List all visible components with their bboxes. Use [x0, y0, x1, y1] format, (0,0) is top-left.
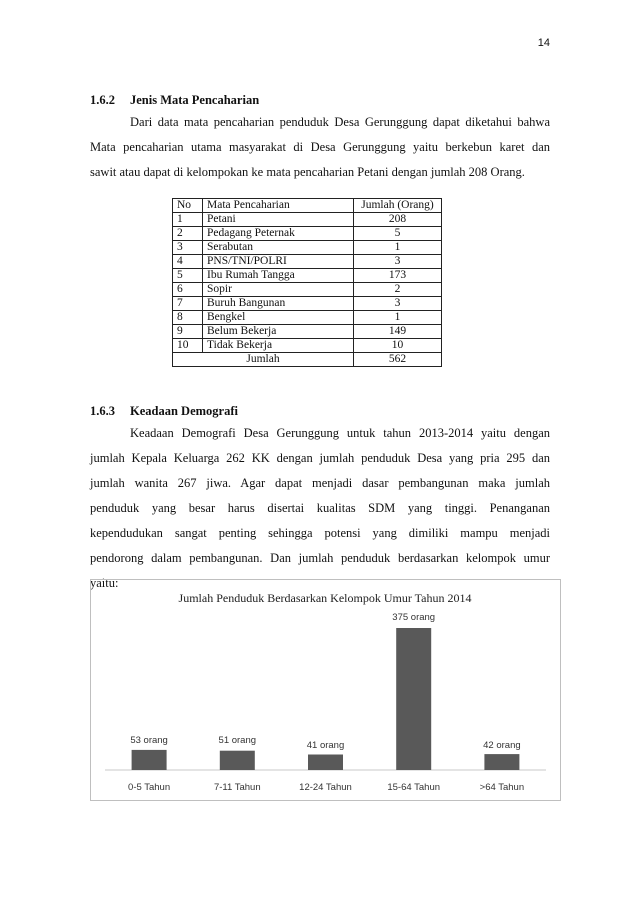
section-title: Jenis Mata Pencaharian	[130, 93, 260, 107]
row-count: 1	[354, 241, 442, 255]
x-tick-label: 7-11 Tahun	[213, 782, 261, 793]
table-row	[173, 311, 442, 325]
paragraph-line: Dari data mata pencaharian penduduk Desa Gerunggung dapat diketahui bahwa	[130, 115, 550, 129]
page-number: 14	[537, 37, 550, 49]
row-occupation: Tidak Bekerja	[203, 339, 354, 353]
table-header-row	[173, 199, 442, 213]
row-occupation: Buruh Bangunan	[203, 297, 354, 311]
bar-data-label: 375 orang	[392, 612, 436, 623]
row-occupation: PNS/TNI/POLRI	[203, 255, 354, 269]
bar	[396, 628, 431, 770]
table-row	[173, 241, 442, 255]
row-number: 3	[173, 241, 203, 255]
paragraph-line: yaitu:	[90, 576, 119, 590]
row-number: 4	[173, 255, 203, 269]
x-tick-label: 12-24 Tahun	[299, 782, 352, 793]
section-title: Keadaan Demografi	[130, 404, 238, 418]
row-number: 10	[173, 339, 203, 353]
table-row	[173, 227, 442, 241]
paragraph-line: Mata pencaharian utama masyarakat di Desa Gerunggung yaitu berkebun karet dan	[90, 140, 550, 154]
row-occupation: Bengkel	[203, 311, 354, 325]
bar-data-label: 51 orang	[218, 735, 257, 746]
table-row	[173, 283, 442, 297]
paragraph-line: pendorong dalam pembangunan. Dan jumlah penduduk berdasarkan kelompok umur	[90, 551, 550, 565]
paragraph-mata-pencaharian	[90, 110, 550, 185]
total-value: 562	[354, 353, 442, 367]
header-occupation: Mata Pencaharian	[203, 199, 354, 213]
section-number: 1.6.3	[90, 404, 115, 418]
row-count: 173	[354, 269, 442, 283]
section-heading-1-6-2	[90, 93, 259, 108]
x-tick-label: >64 Tahun	[479, 782, 525, 793]
total-label: Jumlah	[173, 353, 354, 367]
row-number: 8	[173, 311, 203, 325]
table-row	[173, 339, 442, 353]
row-count: 149	[354, 325, 442, 339]
occupation-table	[172, 198, 442, 367]
paragraph-line: kependudukan sangat penting sehingga potensi yang dimiliki mampu menjadi	[90, 526, 550, 540]
bar-data-label: 41 orang	[306, 740, 345, 751]
chart-title: Jumlah Penduduk Berdasarkan Kelompok Umur Tahun 2014	[178, 591, 472, 605]
bar	[484, 754, 519, 770]
table-row	[173, 213, 442, 227]
row-occupation: Belum Bekerja	[203, 325, 354, 339]
table-row	[173, 269, 442, 283]
row-number: 2	[173, 227, 203, 241]
row-number: 6	[173, 283, 203, 297]
row-count: 3	[354, 297, 442, 311]
section-number: 1.6.2	[90, 93, 115, 107]
section-heading-1-6-3	[90, 404, 238, 419]
x-tick-label: 15-64 Tahun	[387, 782, 441, 793]
table-row	[173, 297, 442, 311]
row-occupation: Serabutan	[203, 241, 354, 255]
paragraph-line: sawit atau dapat di kelompokan ke mata pencaharian Petani dengan jumlah 208 Orang.	[90, 165, 525, 179]
x-tick-label: 0-5 Tahun	[128, 782, 171, 793]
row-number: 7	[173, 297, 203, 311]
bar-data-label: 42 orang	[483, 740, 521, 751]
row-count: 1	[354, 311, 442, 325]
row-occupation: Pedagang Peternak	[203, 227, 354, 241]
row-count: 5	[354, 227, 442, 241]
row-occupation: Sopir	[203, 283, 354, 297]
row-count: 10	[354, 339, 442, 353]
row-occupation: Petani	[203, 213, 354, 227]
row-occupation: Ibu Rumah Tangga	[203, 269, 354, 283]
age-group-chart	[90, 579, 561, 801]
chart-svg	[91, 580, 560, 800]
row-number: 1	[173, 213, 203, 227]
row-number: 5	[173, 269, 203, 283]
paragraph-line: jumlah wanita 267 jiwa. Agar dapat menjadi dasar pembangunan maka jumlah	[90, 476, 550, 490]
bar	[308, 755, 343, 771]
table-row	[173, 325, 442, 339]
row-count: 208	[354, 213, 442, 227]
header-count: Jumlah (Orang)	[354, 199, 442, 213]
paragraph-line: Keadaan Demografi Desa Gerunggung untuk tahun 2013-2014 yaitu dengan	[130, 426, 550, 440]
paragraph-line: penduduk yang besar harus disertai kualitas SDM yang tinggi. Penanganan	[90, 501, 550, 515]
paragraph-demografi	[90, 421, 550, 596]
table-total-row	[173, 353, 442, 367]
row-count: 3	[354, 255, 442, 269]
bars-group	[128, 612, 524, 793]
paragraph-line: jumlah Kepala Keluarga 262 KK dengan jumlah penduduk Desa yang pria 295 dan	[90, 451, 550, 465]
bar	[132, 750, 167, 770]
table-row	[173, 255, 442, 269]
row-number: 9	[173, 325, 203, 339]
row-count: 2	[354, 283, 442, 297]
bar-data-label: 53 orang	[130, 735, 168, 746]
bar	[220, 751, 255, 770]
header-no: No	[173, 199, 203, 213]
